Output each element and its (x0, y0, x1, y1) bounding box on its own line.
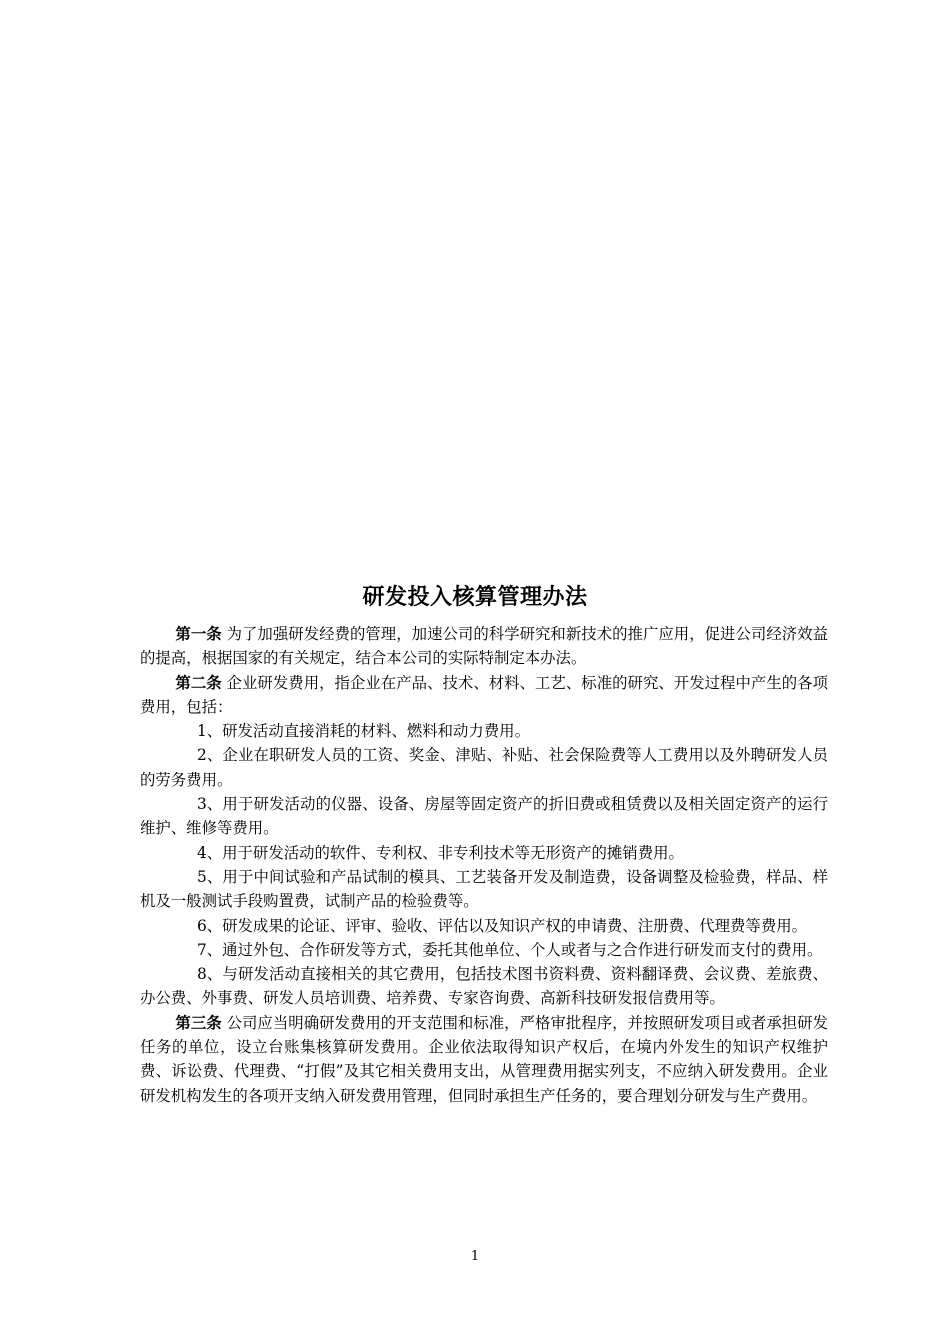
article-2-item-3: 3、用于研发活动的仪器、设备、房屋等固定资产的折旧费或租赁费以及相关固定资产的运行维护、维修等费用。 (140, 795, 828, 838)
page-number: 1 (470, 1249, 480, 1264)
article-1-text: 为了加强研发经费的管理，加速公司的科学研究和新技术的推广应用，促进公司经济效益的提高，根据国家的有关规定，结合本公司的实际特制定本办法。 (140, 625, 828, 668)
article-2-item-6: 6、研发成果的论证、评审、验收、评估以及知识产权的申请费、注册费、代理费等费用。 (196, 916, 807, 935)
article-2-item-4: 4、用于研发活动的软件、专利权、非专利技术等无形资产的摊销费用。 (196, 843, 684, 862)
article-3 (140, 1011, 828, 1108)
article-2-lead: 第二条 (175, 673, 222, 692)
article-1-lead: 第一条 (175, 625, 222, 643)
article-2-text: 企业研发费用，指企业在产品、技术、材料、工艺、标准的研究、开发过程中产生的各项费用，包括： (140, 673, 828, 716)
article-2-item-1: 1、研发活动直接消耗的材料、燃料和动力费用。 (196, 722, 530, 741)
article-2 (140, 671, 828, 720)
article-3-text: 公司应当明确研发费用的开支范围和标准，严格审批程序，并按照研发项目或者承担研发任务的单位，设立台账集核算研发费用。企业依法取得知识产权后，在境内外发生的知识产权维护费、诉讼费、代理费、“打假”及其它相关费用支出，从管理费用据实列支，不应纳入研发费用。企业研发机构发生的各项开支纳入研发费用管理，但同时承担生产任务的，要合理划分研发与生产费用。 (140, 1013, 828, 1105)
article-2-item-7: 7、通过外包、合作研发等方式，委托其他单位、个人或者与之合作进行研发而支付的费用。 (196, 940, 823, 959)
article-1 (140, 622, 828, 671)
article-3-lead: 第三条 (175, 1013, 222, 1032)
document-title: 研发投入核算管理办法 (362, 584, 588, 610)
document-body (140, 622, 828, 1108)
article-2-item-5: 5、用于中间试验和产品试制的模具、工艺装备开发及制造费，设备调整及检验费，样品、样机及一般测试手段购置费，试制产品的检验费等。 (140, 867, 828, 911)
article-2-item-2: 2、企业在职研发人员的工资、奖金、津贴、补贴、社会保险费等人工费用以及外聘研发人员的劳务费用。 (140, 746, 828, 789)
article-2-item-8: 8、与研发活动直接相关的其它费用，包括技术图书资料费、资料翻译费、会议费、差旅费、办公费、外事费、研发人员培训费、培养费、专家咨询费、高新科技研发报信费用等。 (140, 965, 828, 1008)
